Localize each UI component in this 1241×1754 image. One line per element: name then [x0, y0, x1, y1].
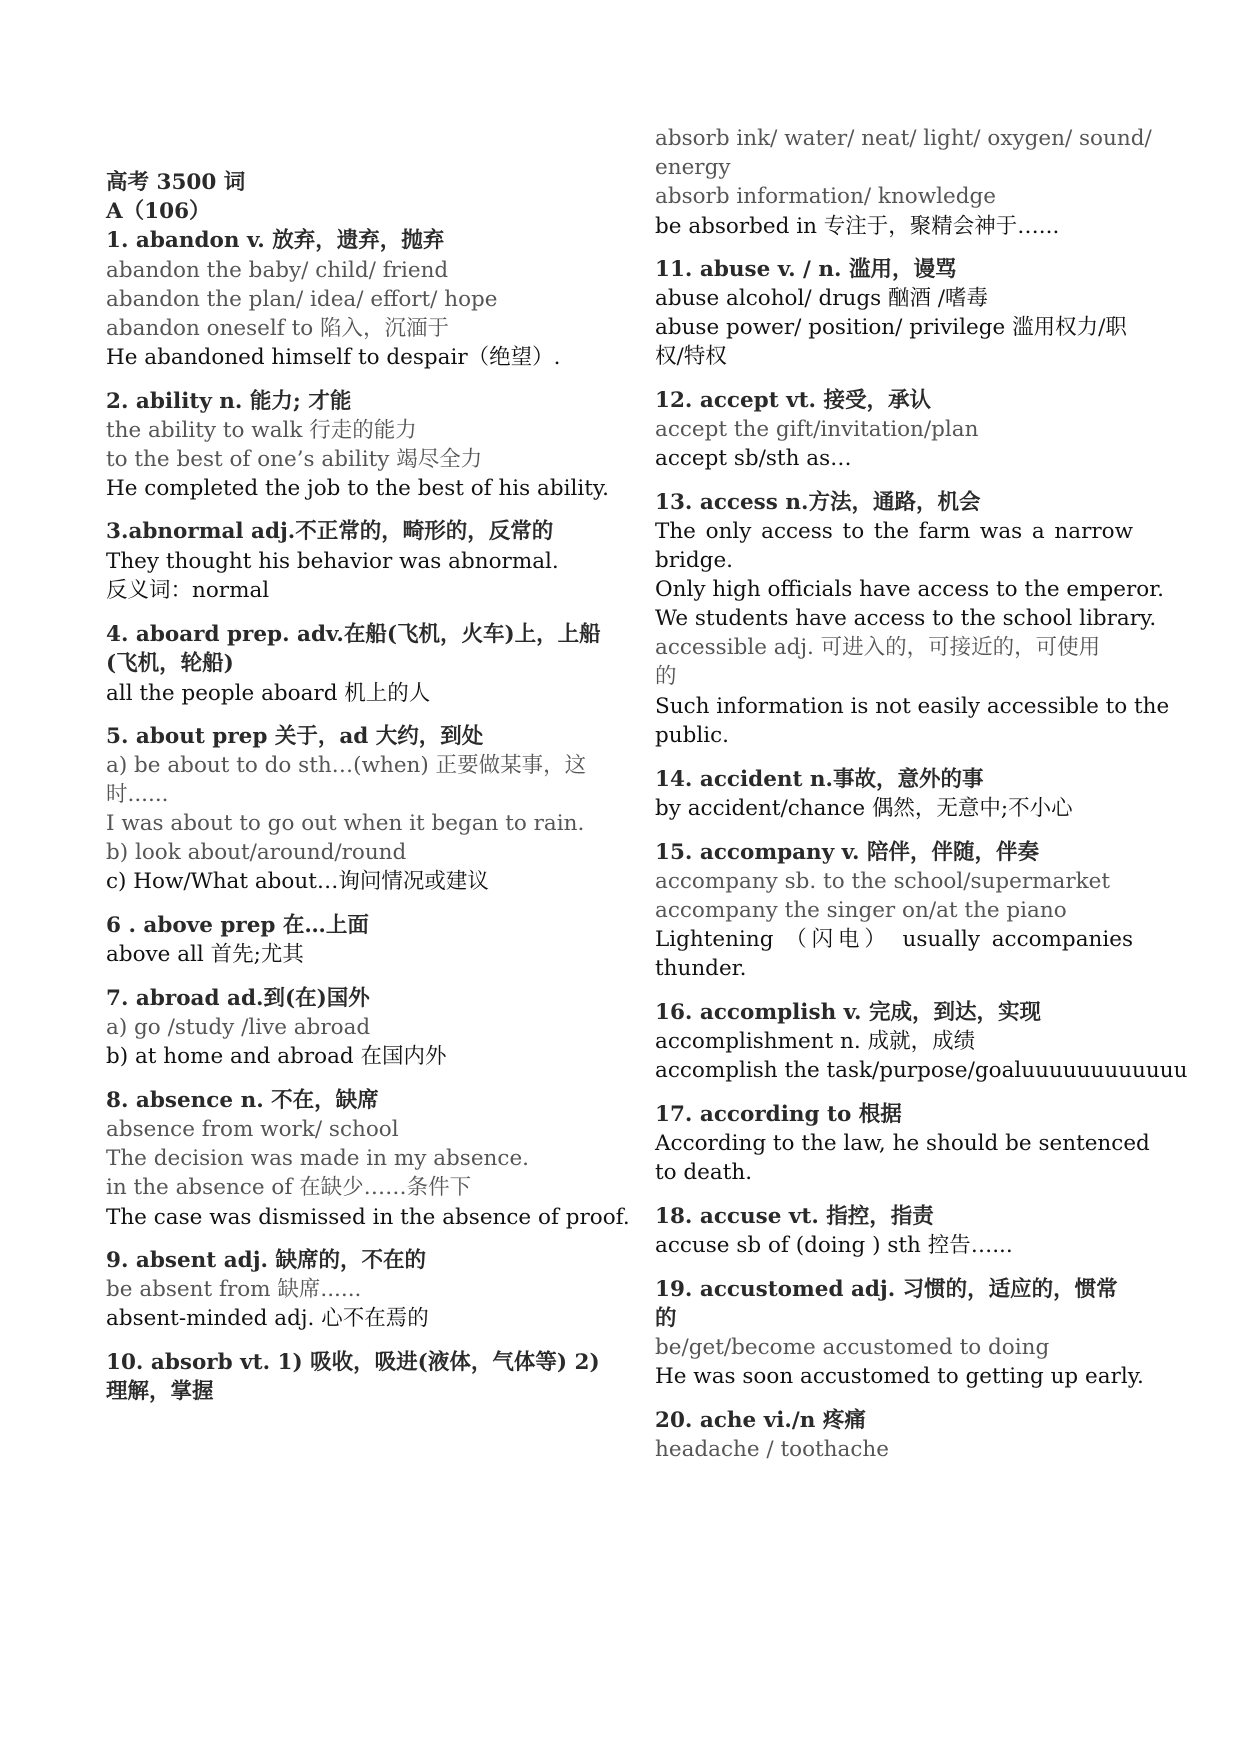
text-line: accomplishment n. 成就，成绩	[655, 1029, 976, 1054]
text-line: be/get/become accustomed to doing	[655, 1335, 1050, 1360]
text-line: 反义词：normal	[106, 578, 270, 603]
entry-heading: 理解，掌握	[106, 1379, 214, 1404]
text-line: abuse alcohol/ drugs 酗酒 /嗜毒	[655, 286, 989, 311]
text-line: They thought his behavior was abnormal.	[106, 549, 559, 574]
text-line: He completed the job to the best of his ability.	[106, 476, 610, 501]
text-line: Such information is not easily accessible to the	[655, 694, 1170, 719]
text-line: He was soon accustomed to getting up early.	[655, 1364, 1144, 1389]
entry-heading: 20. ache vi./n 疼痛	[655, 1408, 866, 1433]
text-line: headache / toothache	[655, 1437, 889, 1462]
entry-heading: 高考 3500 词	[106, 170, 246, 195]
text-line: absorb ink/ water/ neat/ light/ oxygen/ sound/	[655, 126, 1152, 151]
entry-heading: 1. abandon v. 放弃，遗弃，抛弃	[106, 228, 445, 253]
text-line: We students have access to the school library.	[655, 606, 1157, 631]
text-line: be absorbed in 专注于，聚精会神于…...	[655, 214, 1060, 239]
text-line: in the absence of 在缺少……条件下	[106, 1175, 472, 1200]
text-line: energy	[655, 155, 731, 180]
text-line: I was about to go out when it began to rain.	[106, 811, 585, 836]
text-line: The only access to the farm was a narrow	[655, 519, 1133, 544]
entry-heading: 10. absorb vt. 1) 吸收，吸进(液体，气体等) 2)	[106, 1350, 600, 1375]
text-line: b) at home and abroad 在国内外	[106, 1044, 447, 1069]
text-line: accomplish the task/purpose/goaluuuuuuuuuuuu	[655, 1058, 1188, 1083]
text-line: above all 首先;尤其	[106, 942, 304, 967]
text-line: be absent from 缺席......	[106, 1277, 362, 1302]
text-line: 的	[655, 664, 677, 689]
text-line: a) go /study /live abroad	[106, 1015, 371, 1040]
entry-heading: 的	[655, 1306, 677, 1331]
entry-heading: 16. accomplish v. 完成，到达，实现	[655, 1000, 1041, 1025]
text-line: thunder.	[655, 956, 747, 981]
text-line: all the people aboard 机上的人	[106, 681, 431, 706]
entry-heading: 19. accustomed adj. 习惯的，适应的，惯常	[655, 1277, 1118, 1302]
text-line: to death.	[655, 1160, 753, 1185]
text-line: to the best of one’s ability 竭尽全力	[106, 447, 483, 472]
entry-heading: 6 . above prep 在…上面	[106, 913, 369, 938]
text-line: 时......	[106, 782, 169, 807]
text-line: absent-minded adj. 心不在焉的	[106, 1306, 429, 1331]
text-line: b) look about/around/round	[106, 840, 407, 865]
entry-heading: 2. ability n. 能力; 才能	[106, 389, 352, 414]
entry-heading: 9. absent adj. 缺席的，不在的	[106, 1248, 426, 1273]
text-line: c) How/What about…询问情况或建议	[106, 869, 489, 894]
entry-heading: 12. accept vt. 接受，承认	[655, 388, 932, 413]
entry-heading: 13. access n.方法，通路，机会	[655, 490, 981, 515]
entry-heading: A（106）	[106, 199, 211, 224]
entry-heading: 7. abroad ad.到(在)国外	[106, 986, 370, 1011]
entry-heading: 5. about prep 关于，ad 大约，到处	[106, 724, 484, 749]
text-line: absorb information/ knowledge	[655, 184, 996, 209]
text-line: accessible adj. 可进入的，可接近的，可使用	[655, 635, 1101, 660]
text-line: The decision was made in my absence.	[106, 1146, 530, 1171]
text-line: a) be about to do sth…(when) 正要做某事，这	[106, 753, 587, 778]
text-line: accept the gift/invitation/plan	[655, 417, 979, 442]
text-line: 权/特权	[655, 344, 727, 369]
text-line: accompany the singer on/at the piano	[655, 898, 1067, 923]
text-line: abandon the baby/ child/ friend	[106, 258, 449, 283]
text-line: Lightening （闪电） usually accompanies	[655, 927, 1133, 952]
text-line: abandon the plan/ idea/ effort/ hope	[106, 287, 498, 312]
entry-heading: 17. according to 根据	[655, 1102, 902, 1127]
text-line: public.	[655, 723, 730, 748]
text-line: accompany sb. to the school/supermarket	[655, 869, 1111, 894]
entry-heading: 8. absence n. 不在，缺席	[106, 1088, 379, 1113]
text-line: The case was dismissed in the absence of proof.	[106, 1205, 630, 1230]
text-line: abandon oneself to 陷入，沉湎于	[106, 316, 449, 341]
text-line: accuse sb of (doing ) sth 控告…...	[655, 1233, 1013, 1258]
entry-heading: 18. accuse vt. 指控，指责	[655, 1204, 934, 1229]
entry-heading: 3.abnormal adj.不正常的，畸形的，反常的	[106, 519, 554, 544]
entry-heading: (飞机，轮船)	[106, 651, 234, 676]
entry-heading: 11. abuse v. / n. 滥用，谩骂	[655, 257, 957, 282]
text-line: absence from work/ school	[106, 1117, 399, 1142]
text-line: According to the law, he should be sentenced	[655, 1131, 1150, 1156]
text-line: accept sb/sth as…	[655, 446, 852, 471]
entry-heading: 14. accident n.事故，意外的事	[655, 767, 984, 792]
text-line: the ability to walk 行走的能力	[106, 418, 417, 443]
text-line: by accident/chance 偶然，无意中;不小心	[655, 796, 1073, 821]
text-line: He abandoned himself to despair（绝望）.	[106, 345, 561, 370]
entry-heading: 4. aboard prep. adv.在船(飞机，火车)上，上船	[106, 622, 601, 647]
entry-heading: 15. accompany v. 陪伴，伴随，伴奏	[655, 840, 1039, 865]
text-line: bridge.	[655, 548, 734, 573]
text-line: abuse power/ position/ privilege 滥用权力/职	[655, 315, 1127, 340]
text-line: Only high officials have access to the emperor.	[655, 577, 1164, 602]
